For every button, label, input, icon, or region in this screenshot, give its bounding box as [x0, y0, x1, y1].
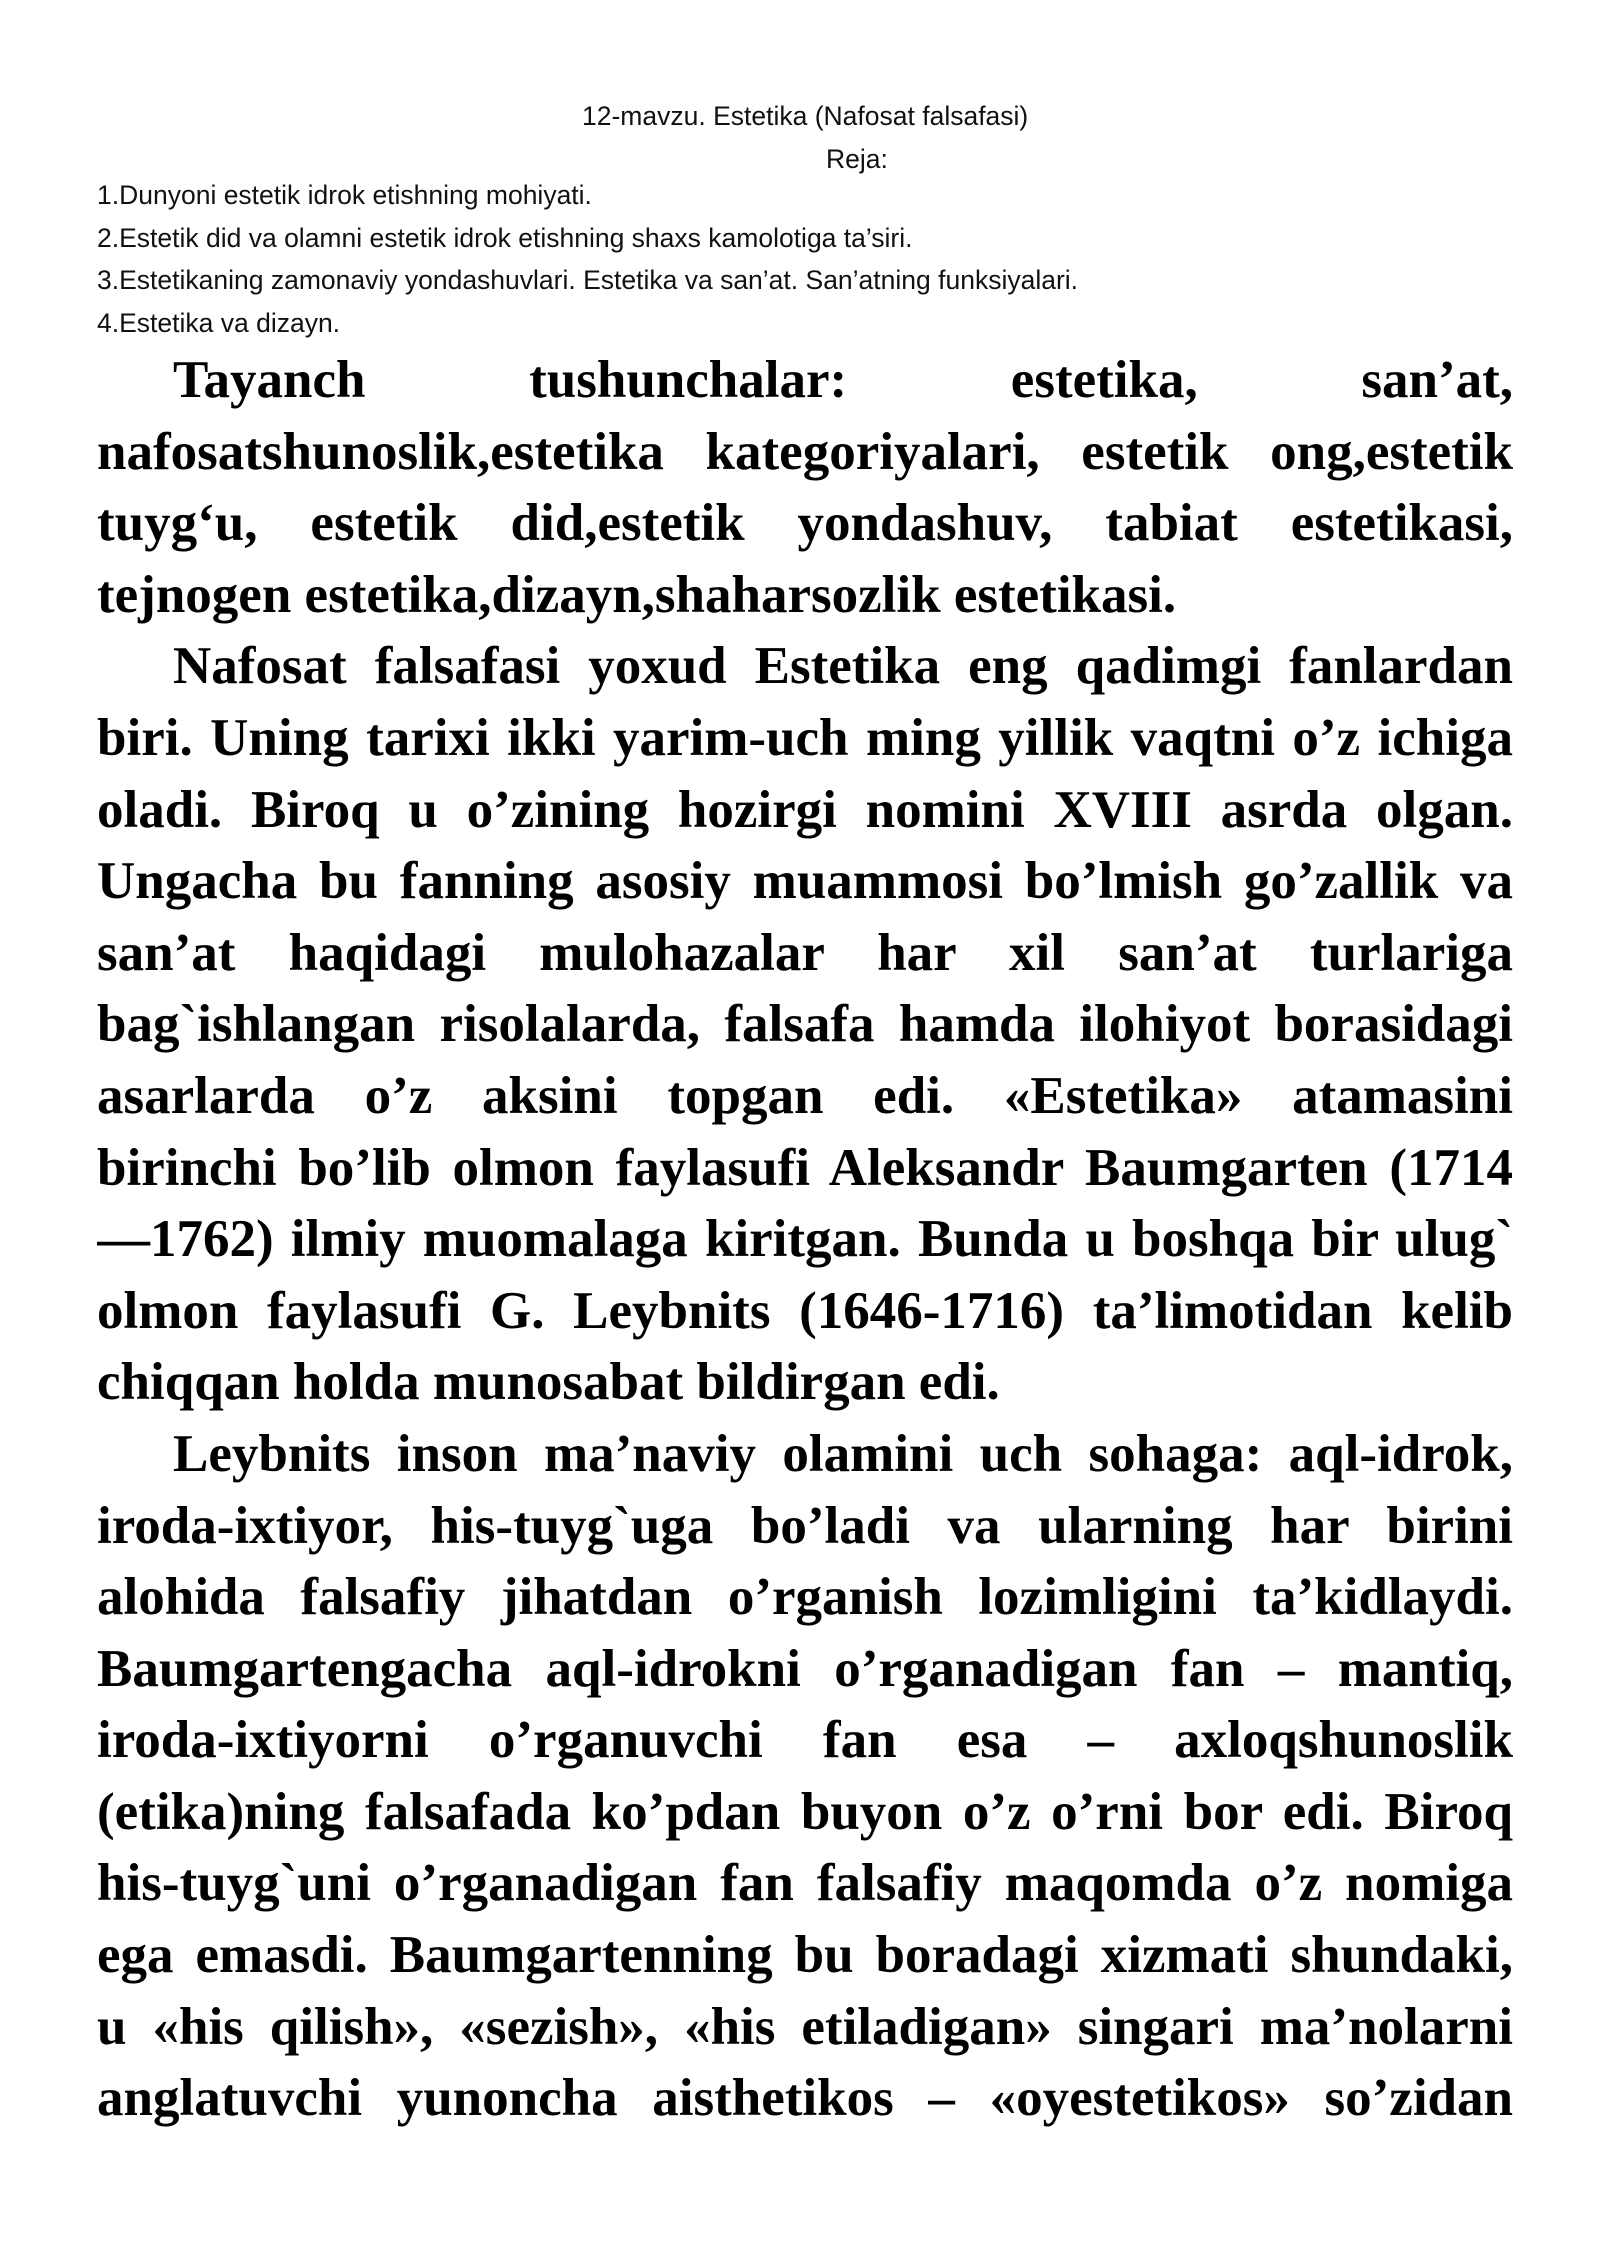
- text-line: chiqqan holda munosabat bildirgan edi.: [97, 1353, 1000, 1412]
- text-line: alohida falsafiy jihatdan o’rganish lozimligini ta’kidlaydi.: [97, 1568, 1513, 1627]
- text-line: —1762) ilmiy muomalaga kiritgan. Bunda u boshqa bir ulug`: [97, 1210, 1513, 1269]
- plan-item: 2.Estetik did va olamni estetik idrok etishning shaxs kamolotiga ta’siri.: [97, 222, 913, 253]
- text-line: Ungacha bu fanning asosiy muammosi bo’lmish go’zallik va: [97, 852, 1513, 911]
- paragraph: [97, 1419, 1513, 2135]
- text-line: birinchi bo’lib olmon faylasufi Aleksandr Baumgarten (1714: [97, 1138, 1513, 1197]
- text-line: iroda-ixtiyor, his-tuyg`uga bo’ladi va ularning har birini: [97, 1496, 1513, 1555]
- text-line: biri. Uning tarixi ikki yarim-uch ming yillik vaqtni o’z ichiga: [97, 708, 1513, 767]
- text-line: asarlarda o’z aksini topgan edi. «Estetika» atamasini: [97, 1066, 1513, 1125]
- plan-item: 1.Dunyoni estetik idrok etishning mohiyati.: [97, 180, 592, 210]
- text-line: Tayanch tushunchalar: estetika, san’at,: [173, 351, 1513, 409]
- text-line: Baumgartengacha aql-idrokni o’rganadigan fan – mantiq,: [97, 1639, 1513, 1698]
- text-line: Leybnits inson ma’naviy olamini uch sohaga: aql-idrok,: [173, 1424, 1513, 1483]
- text-line: nafosatshunoslik,estetika kategoriyalari, estetik ong,estetik: [97, 422, 1513, 481]
- plan-heading: Reja:: [826, 143, 888, 174]
- text-line: tejnogen estetika,dizayn,shaharsozlik estetikasi.: [97, 565, 1177, 624]
- text-line: oladi. Biroq u o’zining hozirgi nomini XVIII asrda olgan.: [97, 780, 1513, 839]
- text-line: olmon faylasufi G. Leybnits (1646-1716) ta’limotidan kelib: [97, 1281, 1513, 1340]
- text-line: san’at haqidagi mulohazalar har xil san’at turlariga: [97, 923, 1513, 982]
- text-line: bag`ishlangan risolalarda, falsafa hamda ilohiyot borasidagi: [97, 995, 1513, 1054]
- text-line: iroda-ixtiyorni o’rganuvchi fan esa – axloqshunoslik: [97, 1711, 1513, 1770]
- text-line: (etika)ning falsafada ko’pdan buyon o’z o’rni bor edi. Biroq: [97, 1782, 1513, 1841]
- text-line: u «his qilish», «sezish», «his etiladigan» singari ma’nolarni: [97, 1997, 1513, 2056]
- paragraph-key-concepts: [97, 345, 1513, 631]
- plan-list: [97, 174, 1078, 344]
- plan-item: 4.Estetika va dizayn.: [97, 307, 341, 338]
- text-line: Nafosat falsafasi yoxud Estetika eng qadimgi fanlardan: [173, 637, 1513, 696]
- page-title: 12-mavzu. Estetika (Nafosat falsafasi): [582, 101, 1029, 131]
- text-line: ega emasdi. Baumgartenning bu boradagi xizmati shundaki,: [97, 1926, 1513, 1985]
- text-line: tuyg‘u, estetik did,estetik yondashuv, tabiat estetikasi,: [97, 494, 1513, 553]
- paragraph: [97, 631, 1513, 1419]
- text-line: his-tuyg`uni o’rganadigan fan falsafiy maqomda o’z nomiga: [97, 1854, 1513, 1913]
- text-line: anglatuvchi yunoncha aisthetikos – «oyestetikos» so’zidan: [97, 2069, 1513, 2128]
- body-text: [97, 345, 1513, 2135]
- plan-item: 3.Estetikaning zamonaviy yondashuvlari. Estetika va san’at. San’atning funksiyalari.: [97, 265, 1079, 296]
